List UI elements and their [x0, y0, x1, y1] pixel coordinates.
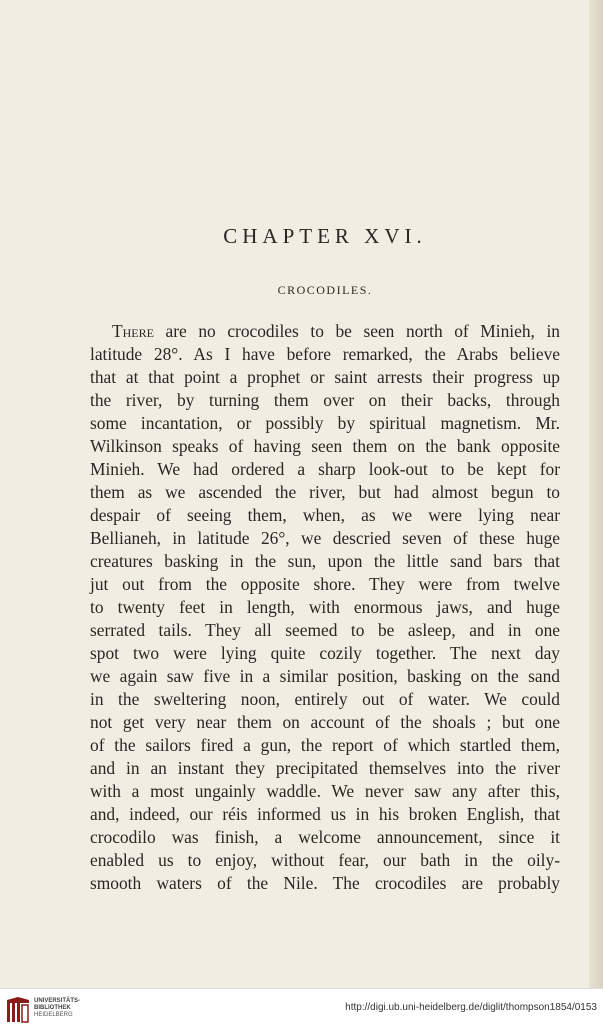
text-line: crocodilo was finish, a welcome announcement, since it	[90, 827, 560, 847]
text-line: creatures basking in the sun, upon the little sand bars that	[90, 551, 560, 571]
page-url-link[interactable]: http://digi.ub.uni-heidelberg.de/diglit/thompson1854/0153	[345, 1002, 597, 1013]
opening-word: There	[112, 321, 154, 341]
text-line: Minieh. We had ordered a sharp look-out to be kept for	[90, 459, 560, 479]
text-line: and in an instant they precipitated themselves into the river	[90, 758, 560, 778]
body-text	[90, 320, 560, 895]
text-line: them as we ascended the river, but had almost begun to	[90, 482, 560, 502]
text-line: spot two were lying quite cozily together. The next day	[90, 643, 560, 663]
text-line: in the sweltering noon, entirely out of water. We could	[90, 689, 560, 709]
university-library-logo-icon	[6, 997, 30, 1023]
text-line: that at that point a prophet or saint arrests their progress up	[90, 367, 560, 387]
text-line: Bellianeh, in latitude 26°, we descried seven of these huge	[90, 528, 560, 548]
text-line: of the sailors fired a gun, the report of which startled them,	[90, 735, 560, 755]
text-line: despair of seeing them, when, as we were lying near	[90, 505, 560, 525]
viewer-footer	[0, 988, 603, 1031]
text-line: serrated tails. They all seemed to be asleep, and in one	[90, 620, 560, 640]
text-line: we again saw five in a similar position, basking on the sand	[90, 666, 560, 686]
text-line: latitude 28°. As I have before remarked, the Arabs believe	[90, 344, 560, 364]
chapter-title: CHAPTER XVI.	[223, 224, 427, 248]
text-line: not get very near them on account of the shoals ; but one	[90, 712, 560, 732]
text-line: the river, by turning them over on their backs, through	[90, 390, 560, 410]
library-name	[34, 998, 80, 1019]
text-line: some incantation, or possibly by spiritual magnetism. Mr.	[90, 413, 560, 433]
text-line: enabled us to enjoy, without fear, our bath in the oily-	[90, 850, 560, 870]
text-line: and, indeed, our réis informed us in his broken English, that	[90, 804, 560, 824]
section-title: CROCODILES.	[277, 283, 373, 297]
text-line: Wilkinson speaks of having seen them on the bank opposite	[90, 436, 560, 456]
library-name-line: UNIVERSITÄTS-	[34, 998, 81, 1004]
page-text-block	[90, 224, 560, 895]
page-edge-shadow	[589, 0, 603, 988]
text-line: smooth waters of the Nile. The crocodiles are probably	[90, 873, 560, 893]
text-line: There are no crocodiles to be seen north of Minieh, in	[112, 321, 560, 341]
library-name-line: HEIDELBERG	[34, 1012, 73, 1018]
text-line: with a most ungainly waddle. We never saw any after this,	[90, 781, 560, 801]
library-name-line: BIBLIOTHEK	[34, 1005, 71, 1011]
text-line: to twenty feet in length, with enormous jaws, and huge	[90, 597, 560, 617]
text-line: jut out from the opposite shore. They were from twelve	[90, 574, 560, 594]
